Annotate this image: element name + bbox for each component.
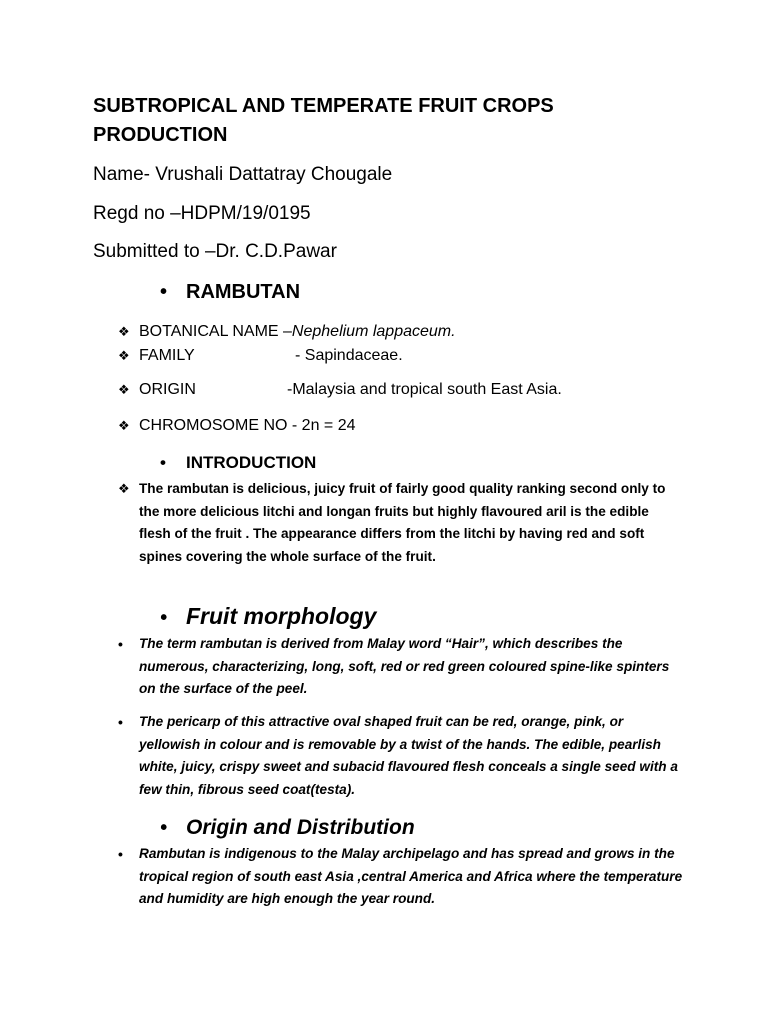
heading-origin-distribution [160, 816, 415, 840]
morphology-point-text: The term rambutan is derived from Malay word “Hair”, which describes the numerous, characterizing, long, soft, red or red green coloured spine-like spinters on the surface of the peel. [139, 636, 670, 697]
bullet-icon: • [160, 453, 166, 472]
fact-family [118, 346, 403, 366]
fact-origin-label: ORIGIN [139, 381, 196, 398]
bullet-icon: • [118, 846, 123, 862]
diamond-bullet-icon: ❖ [118, 418, 130, 433]
bullet-icon: • [118, 636, 123, 652]
student-name: Name- Vrushali Dattatray Chougale [93, 164, 393, 185]
heading-fruit-morphology-text: Fruit morphology [186, 603, 377, 629]
fact-botanical-label: BOTANICAL NAME – [139, 323, 292, 340]
fact-family-label: FAMILY [139, 347, 195, 364]
heading-fruit-morphology [160, 603, 376, 630]
bullet-icon: • [118, 714, 123, 730]
registration-number: Regd no –HDPM/19/0195 [93, 203, 311, 224]
bullet-icon: • [160, 607, 168, 629]
fact-origin [118, 380, 562, 400]
morphology-point [118, 711, 688, 801]
submitted-to: Submitted to –Dr. C.D.Pawar [93, 241, 337, 262]
fact-family-value: - Sapindaceae. [295, 347, 403, 364]
heading-introduction-text: INTRODUCTION [186, 453, 317, 472]
heading-origin-distribution-text: Origin and Distribution [186, 816, 415, 839]
bullet-icon: • [160, 281, 168, 303]
fact-chromosome-text: CHROMOSOME NO - 2n = 24 [139, 417, 356, 434]
fact-botanical-value: Nephelium lappaceum. [291, 323, 456, 340]
fact-chromosome [118, 416, 356, 436]
heading-introduction [160, 453, 316, 473]
morphology-point [118, 633, 688, 701]
introduction-text: The rambutan is delicious, juicy fruit of fairly good quality ranking second only to the more delicious litchi and longan fruits but highly flavoured aril is the edible flesh of the fruit . The appearance differs from the litchi by having red and soft spines covering the whole surface of the fruit. [139, 481, 666, 564]
heading-rambutan [160, 281, 300, 304]
fact-botanical-name [118, 322, 456, 342]
fact-origin-value: -Malaysia and tropical south East Asia. [287, 381, 562, 398]
document-title: SUBTROPICAL AND TEMPERATE FRUIT CROPS PRODUCTION [93, 95, 554, 146]
diamond-bullet-icon: ❖ [118, 348, 130, 363]
diamond-bullet-icon: ❖ [118, 382, 130, 397]
diamond-bullet-icon: ❖ [118, 481, 130, 496]
origin-point [118, 843, 688, 911]
introduction-paragraph [118, 478, 688, 568]
heading-rambutan-text: RAMBUTAN [186, 281, 301, 303]
bullet-icon: • [160, 817, 168, 839]
morphology-point-text: The pericarp of this attractive oval shaped fruit can be red, orange, pink, or yellowish in colour and is removable by a twist of the hands. The edible, pearlish white, juicy, crispy sweet and subacid flavoured flesh conceals a single seed with a few thin, fibrous seed coat(testa). [139, 714, 678, 797]
diamond-bullet-icon: ❖ [118, 324, 130, 339]
origin-point-text: Rambutan is indigenous to the Malay archipelago and has spread and grows in the tropical region of south east Asia ,central America and Africa where the temperature and humidity are high enough the year round. [139, 846, 683, 907]
